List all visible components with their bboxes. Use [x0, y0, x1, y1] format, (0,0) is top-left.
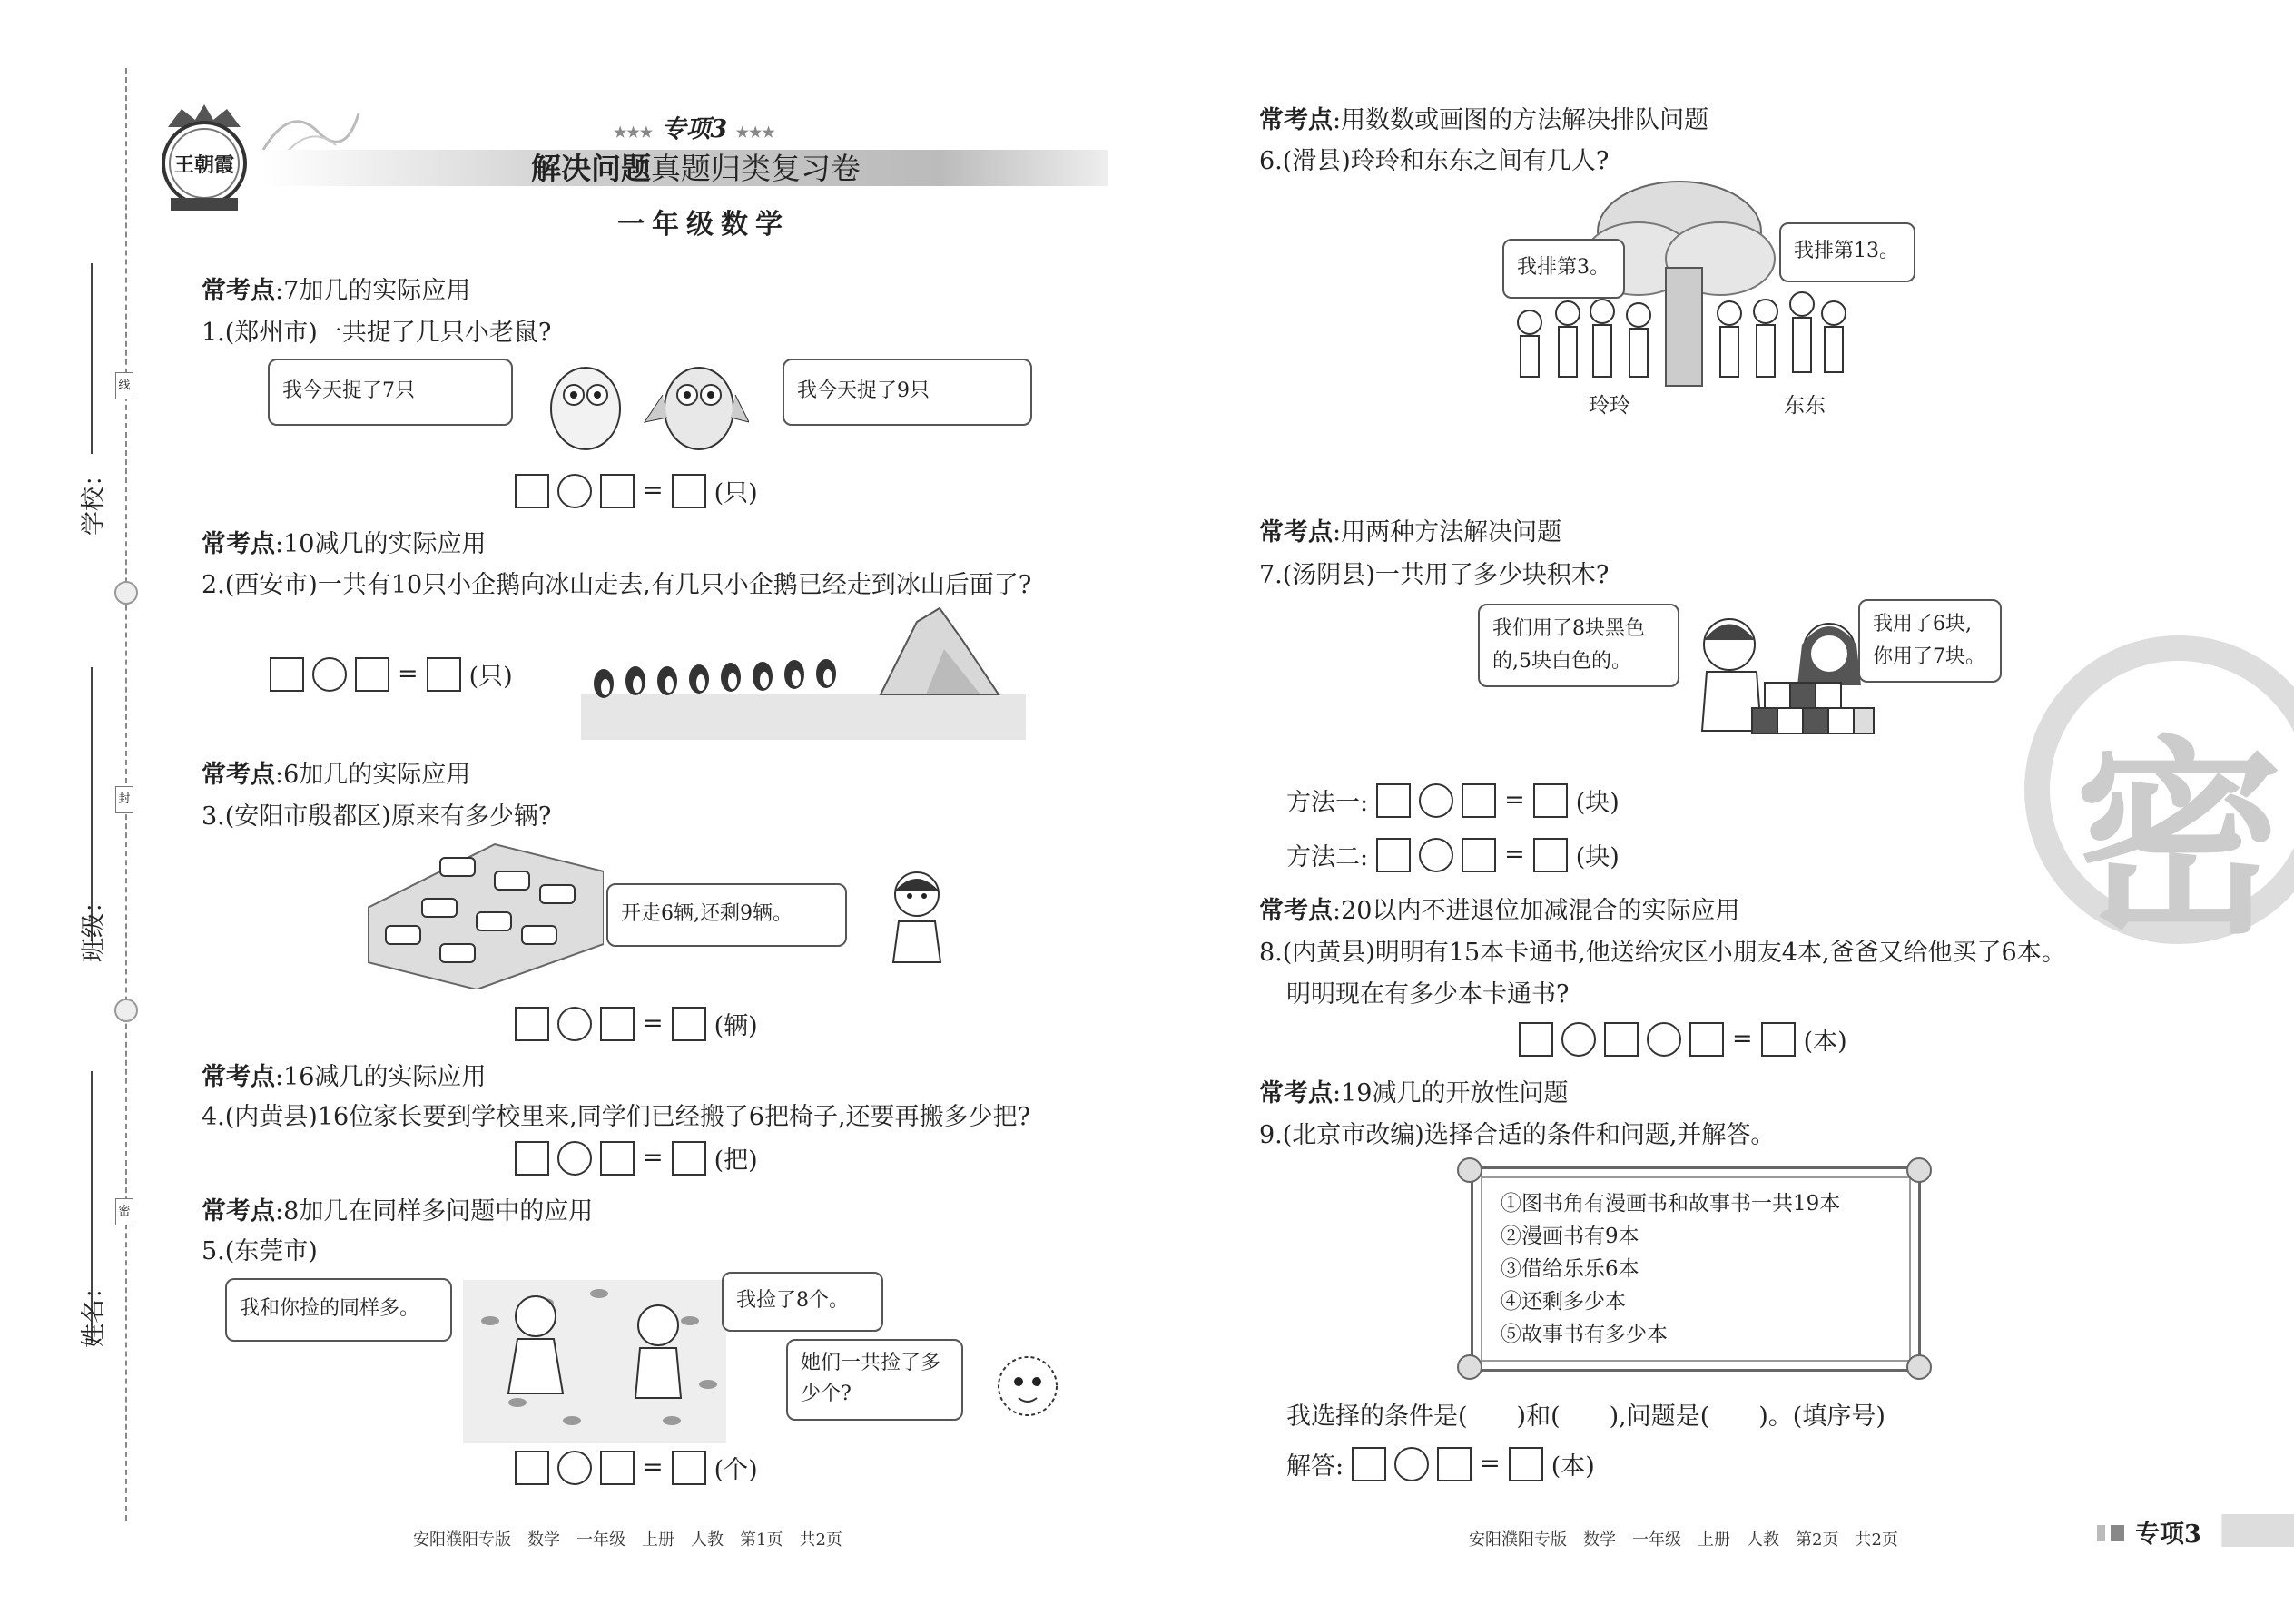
- kids-building-blocks-illustration: [1684, 604, 1875, 762]
- conditions-board: [1471, 1166, 1921, 1372]
- operator-circle[interactable]: [557, 1141, 592, 1176]
- binding-hole-icon: [114, 581, 138, 605]
- star-icon: ★★★: [614, 123, 654, 141]
- answer-box[interactable]: [1509, 1447, 1543, 1481]
- operator-circle[interactable]: [1647, 1022, 1681, 1057]
- answer-equation-q7-method1: [1286, 782, 1620, 818]
- footer-right: 安阳濮阳专版 数学 一年级 上册 人教 第2页 共2页: [1469, 1530, 1898, 1550]
- answer-box[interactable]: [515, 1141, 549, 1176]
- series-tag: [614, 109, 775, 144]
- answer-box[interactable]: [600, 1141, 635, 1176]
- title-bold: 解决问题: [531, 151, 651, 186]
- brand-logo: [154, 100, 254, 213]
- answer-box[interactable]: [1533, 783, 1568, 818]
- answer-box[interactable]: [270, 657, 304, 692]
- answer-box[interactable]: [355, 657, 389, 692]
- speech-bubble-q7-left: 我们用了8块黑色的,5块白色的。: [1478, 604, 1679, 687]
- answer-equation-q3: [515, 1006, 758, 1041]
- question-6: 6.(滑县)玲玲和东东之间有几人?: [1259, 147, 1610, 175]
- answer-box[interactable]: [427, 657, 461, 692]
- series-label: 专项3: [661, 115, 728, 143]
- answer-box[interactable]: [600, 474, 635, 508]
- logo-text: 王朝霞: [173, 153, 234, 177]
- name-label-lingling: 玲玲: [1589, 394, 1630, 418]
- answer-equation-q4: [515, 1140, 758, 1176]
- section-heading-2: 常考点:10减几的实际应用: [202, 530, 487, 558]
- question-3: 3.(安阳市殷都区)原来有多少辆?: [202, 802, 552, 831]
- answer-box[interactable]: [1376, 838, 1411, 872]
- speech-bubble-q5-left: 我和你捡的同样多。: [225, 1278, 452, 1342]
- question-4: 4.(内黄县)16位家长要到学校里来,同学们已经搬了6把椅子,还要再搬多少把?: [202, 1103, 1031, 1131]
- owl-illustration: [540, 359, 749, 462]
- equals-sign: =: [643, 1009, 664, 1038]
- speech-bubble-q3: 开走6辆,还剩9辆。: [606, 883, 847, 947]
- speech-bubble-q1-right: 我今天捉了9只: [783, 359, 1032, 426]
- unit-label: (只): [714, 479, 758, 507]
- operator-circle[interactable]: [1419, 838, 1453, 872]
- seam-mark-line: 线: [115, 372, 133, 399]
- section-heading-6: 常考点:用数数或画图的方法解决排队问题: [1259, 106, 1709, 134]
- answer-equation-q8: [1519, 1021, 1847, 1057]
- section-heading-1: 常考点:7加几的实际应用: [202, 277, 471, 305]
- seam-mark-secret: 密: [115, 1198, 133, 1225]
- answer-equation-q9: [1286, 1446, 1595, 1481]
- operator-circle[interactable]: [1394, 1447, 1429, 1481]
- equals-sign: =: [1480, 1450, 1501, 1478]
- answer-box[interactable]: [672, 474, 706, 508]
- unit-label: (本): [1803, 1028, 1847, 1056]
- answer-box[interactable]: [1604, 1022, 1639, 1057]
- parking-lot-illustration: [368, 835, 604, 993]
- method2-label: 方法二:: [1286, 843, 1369, 871]
- class-label: 班级：: [80, 889, 108, 962]
- answer-equation-q7-method2: [1286, 837, 1620, 872]
- title-rest: 真题归类复习卷: [651, 151, 861, 186]
- answer-box[interactable]: [600, 1007, 635, 1041]
- section-heading-3: 常考点:6加几的实际应用: [202, 761, 471, 789]
- answer-box[interactable]: [1462, 783, 1496, 818]
- fill-line-school: [91, 263, 93, 454]
- scroll-roll-icon: [1906, 1157, 1932, 1183]
- scroll-roll-icon: [1906, 1354, 1932, 1380]
- school-label: 学校：: [80, 462, 108, 536]
- leaf-picking-girls-illustration: [463, 1266, 726, 1447]
- question-9: 9.(北京市改编)选择合适的条件和问题,并解答。: [1259, 1121, 1776, 1149]
- speech-bubble-q5-bottom: 她们一共捡了多少个?: [786, 1339, 963, 1421]
- answer-box[interactable]: [515, 474, 549, 508]
- operator-circle[interactable]: [557, 1007, 592, 1041]
- answer-box[interactable]: [600, 1451, 635, 1485]
- condition-item: ③借给乐乐6本: [1501, 1257, 1639, 1281]
- speech-bubble-q7-right: 我用了6块,你用了7块。: [1858, 599, 2002, 683]
- condition-item: ④还剩多少本: [1501, 1290, 1626, 1314]
- condition-item: ①图书角有漫画书和故事书一共19本: [1501, 1192, 1841, 1216]
- unit-label: (本): [1551, 1452, 1595, 1481]
- answer-box[interactable]: [1462, 838, 1496, 872]
- answer-box[interactable]: [1376, 783, 1411, 818]
- question-5: 5.(东莞市): [202, 1237, 318, 1265]
- answer-equation-q5: [515, 1450, 758, 1485]
- speech-bubble-q6-right: 我排第13。: [1779, 222, 1915, 282]
- question-2: 2.(西安市)一共有10只小企鹅向冰山走去,有几只小企鹅已经走到冰山后面了?: [202, 571, 1032, 599]
- unit-label: (把): [714, 1147, 758, 1175]
- name-label: 姓名：: [80, 1275, 108, 1348]
- answer-box[interactable]: [1519, 1022, 1553, 1057]
- answer-box[interactable]: [1352, 1447, 1386, 1481]
- answer-box[interactable]: [1437, 1447, 1472, 1481]
- operator-circle[interactable]: [557, 1451, 592, 1485]
- star-icon: ★★★: [735, 123, 775, 141]
- answer-box[interactable]: [672, 1007, 706, 1041]
- section-heading-4: 常考点:16减几的实际应用: [202, 1063, 487, 1091]
- answer-box[interactable]: [515, 1451, 549, 1485]
- scroll-roll-icon: [1457, 1157, 1482, 1183]
- unit-label: (块): [1575, 843, 1620, 871]
- answer-equation-q2: [270, 656, 513, 692]
- unit-label: (辆): [714, 1012, 758, 1040]
- binding-hole-icon: [114, 999, 138, 1022]
- watermark-text: 密: [2074, 720, 2284, 962]
- question-1: 1.(郑州市)一共捉了几只小老鼠?: [202, 319, 552, 347]
- equals-sign: =: [1504, 786, 1525, 814]
- equals-sign: =: [398, 660, 418, 688]
- answer-box[interactable]: [672, 1451, 706, 1485]
- unit-label: (个): [714, 1456, 758, 1484]
- condition-item: ⑤故事书有多少本: [1501, 1323, 1668, 1346]
- name-label-dongdong: 东东: [1784, 394, 1826, 418]
- answer-choice-line: 我选择的条件是( )和( ),问题是( )。(填序号): [1286, 1403, 1885, 1431]
- seam-mark-seal: 封: [115, 786, 133, 813]
- equals-sign: =: [643, 1453, 664, 1481]
- operator-circle[interactable]: [557, 474, 592, 508]
- speech-bubble-q5-right: 我捡了8个。: [722, 1272, 883, 1332]
- operator-circle[interactable]: [1419, 783, 1453, 818]
- answer-box[interactable]: [672, 1141, 706, 1176]
- question-7: 7.(汤阴县)一共用了多少块积木?: [1259, 561, 1610, 589]
- page-tab-label: 专项3: [2135, 1521, 2201, 1549]
- footer-left: 安阳濮阳专版 数学 一年级 上册 人教 第1页 共2页: [413, 1530, 842, 1550]
- section-heading-8: 常考点:20以内不进退位加减混合的实际应用: [1259, 897, 1740, 925]
- question-8: 8.(内黄县)明明有15本卡通书,他送给灾区小朋友4本,爸爸又给他买了6本。: [1259, 939, 2066, 967]
- section-heading-9: 常考点:19减几的开放性问题: [1259, 1079, 1569, 1107]
- penguin-iceberg-illustration: [581, 604, 1026, 743]
- equals-sign: =: [1732, 1025, 1753, 1053]
- page-tab-decoration: [2097, 1525, 2124, 1541]
- equals-sign: =: [1504, 841, 1525, 869]
- operator-circle[interactable]: [1561, 1022, 1596, 1057]
- operator-circle[interactable]: [312, 657, 347, 692]
- answer-box[interactable]: [1761, 1022, 1796, 1057]
- section-heading-7: 常考点:用两种方法解决问题: [1259, 518, 1562, 546]
- answer-box[interactable]: [1689, 1022, 1724, 1057]
- answer-box[interactable]: [1533, 838, 1568, 872]
- question-8-line2: 明明现在有多少本卡通书?: [1286, 980, 1570, 1009]
- speech-bubble-q1-left: 我今天捉了7只: [268, 359, 513, 426]
- chestnut-character-illustration: [991, 1345, 1064, 1431]
- section-heading-5: 常考点:8加几在同样多问题中的应用: [202, 1197, 594, 1225]
- subtitle: 一年级数学: [617, 209, 790, 241]
- scroll-roll-icon: [1457, 1354, 1482, 1380]
- equals-sign: =: [643, 477, 664, 505]
- condition-list: [1501, 1187, 1840, 1351]
- boy-illustration: [881, 867, 953, 970]
- answer-equation-q1: [515, 473, 758, 508]
- speech-bubble-q6-left: 我排第3。: [1502, 239, 1625, 299]
- solve-label: 解答:: [1286, 1452, 1344, 1481]
- page-title: [531, 145, 861, 188]
- condition-item: ②漫画书有9本: [1501, 1225, 1639, 1248]
- method1-label: 方法一:: [1286, 789, 1369, 817]
- answer-box[interactable]: [515, 1007, 549, 1041]
- unit-label: (只): [468, 663, 513, 691]
- unit-label: (块): [1575, 789, 1620, 817]
- equals-sign: =: [643, 1144, 664, 1172]
